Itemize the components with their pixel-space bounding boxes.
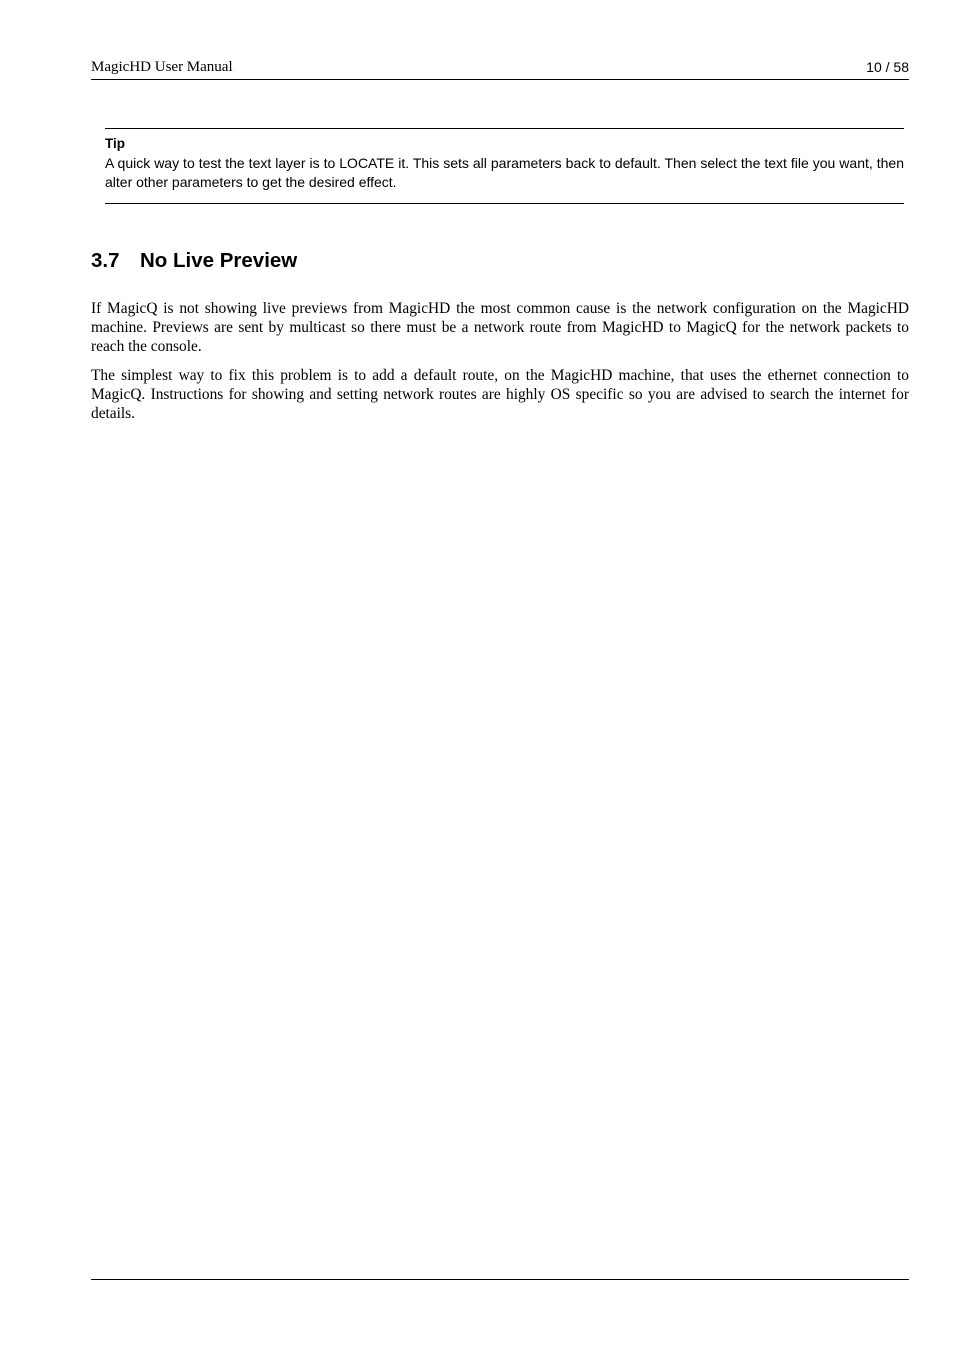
section-number: 3.7 xyxy=(91,249,120,272)
body-paragraph: If MagicQ is not showing live previews from MagicHD the most common cause is the network configuration on the MagicHD machine. Previews are sent by multicast so there must be a network route from MagicHD to MagicQ for the network packets to reach the console. xyxy=(91,300,909,355)
section-title: No Live Preview xyxy=(140,249,298,272)
document-title: MagicHD User Manual xyxy=(91,59,233,75)
body-paragraph: The simplest way to fix this problem is to add a default route, on the MagicHD machine, that uses the ethernet connection to MagicQ. Instructions for showing and setting network routes are highly OS specific so you are advised to search the internet for details. xyxy=(91,367,909,422)
tip-heading: Tip xyxy=(105,136,125,151)
page-number: 10 / 58 xyxy=(866,59,909,75)
page-header xyxy=(91,57,909,80)
tip-box xyxy=(105,128,904,204)
tip-text: A quick way to test the text layer is to LOCATE it. This sets all parameters back to default. Then select the text file you want, then alter other parameters to get the desired effect. xyxy=(105,155,904,190)
section-heading xyxy=(91,248,297,274)
footer-divider xyxy=(91,1279,909,1280)
